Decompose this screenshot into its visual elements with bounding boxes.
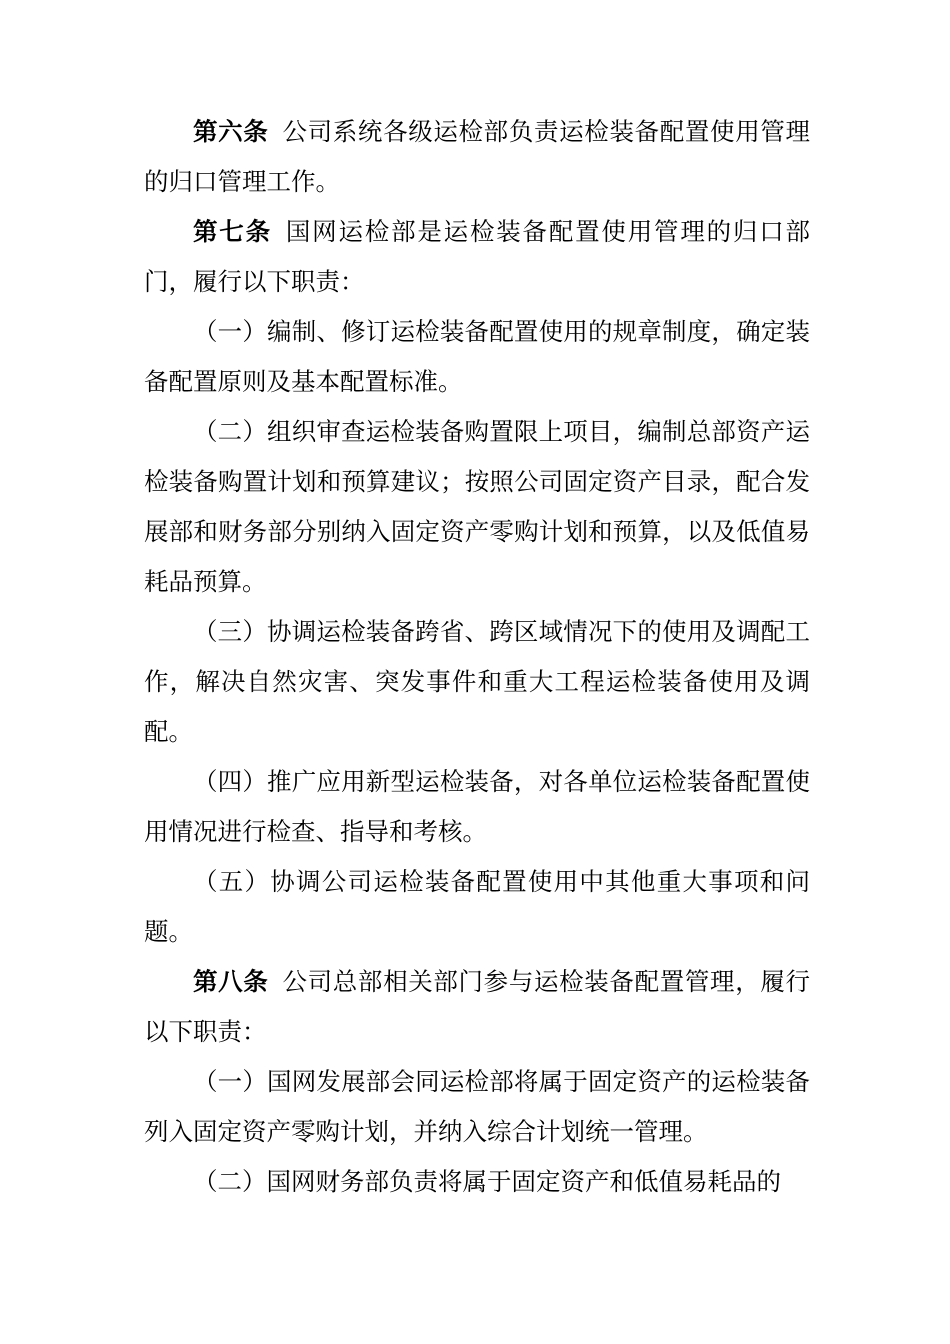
article-7-item-1 [144, 307, 810, 407]
paragraph-text: （一）编制、修订运检装备配置使用的规章制度，确定装备配置原则及基本配置标准。 [144, 317, 810, 396]
article-number: 第六条 [193, 117, 269, 146]
paragraph-text: （一）国网发展部会同运检部将属于固定资产的运检装备列入固定资产零购计划，并纳入综合计划统一管理。 [144, 1067, 810, 1146]
article-number: 第七条 [193, 217, 272, 246]
article-7-item-5 [144, 857, 810, 957]
article-7-item-3 [144, 607, 810, 757]
article-7-paragraph [144, 207, 810, 307]
article-6-paragraph [144, 107, 810, 207]
paragraph-text: （四）推广应用新型运检装备，对各单位运检装备配置使用情况进行检查、指导和考核。 [144, 767, 810, 846]
paragraph-text: 国网运检部是运检装备配置使用管理的归口部门，履行以下职责： [144, 217, 811, 296]
paragraph-text: 公司总部相关部门参与运检装备配置管理，履行以下职责： [144, 967, 811, 1046]
paragraph-text: （五）协调公司运检装备配置使用中其他重大事项和问题。 [144, 867, 810, 946]
document-body [144, 107, 810, 1207]
article-7-item-2 [144, 407, 810, 607]
paragraph-text: （三）协调运检装备跨省、跨区域情况下的使用及调配工作，解决自然灾害、突发事件和重大工程运检装备使用及调配。 [144, 617, 810, 746]
article-7-item-4 [144, 757, 810, 857]
paragraph-text: 公司系统各级运检部负责运检装备配置使用管理的归口管理工作。 [144, 117, 811, 196]
article-8-item-2 [144, 1157, 810, 1207]
article-8-item-1 [144, 1057, 810, 1157]
article-8-paragraph [144, 957, 810, 1057]
article-number: 第八条 [193, 967, 269, 996]
paragraph-text: （二）国网财务部负责将属于固定资产和低值易耗品的 [193, 1167, 781, 1196]
paragraph-text: （二）组织审查运检装备购置限上项目，编制总部资产运检装备购置计划和预算建议；按照公司固定资产目录，配合发展部和财务部分别纳入固定资产零购计划和预算，以及低值易耗品预算。 [144, 417, 810, 596]
